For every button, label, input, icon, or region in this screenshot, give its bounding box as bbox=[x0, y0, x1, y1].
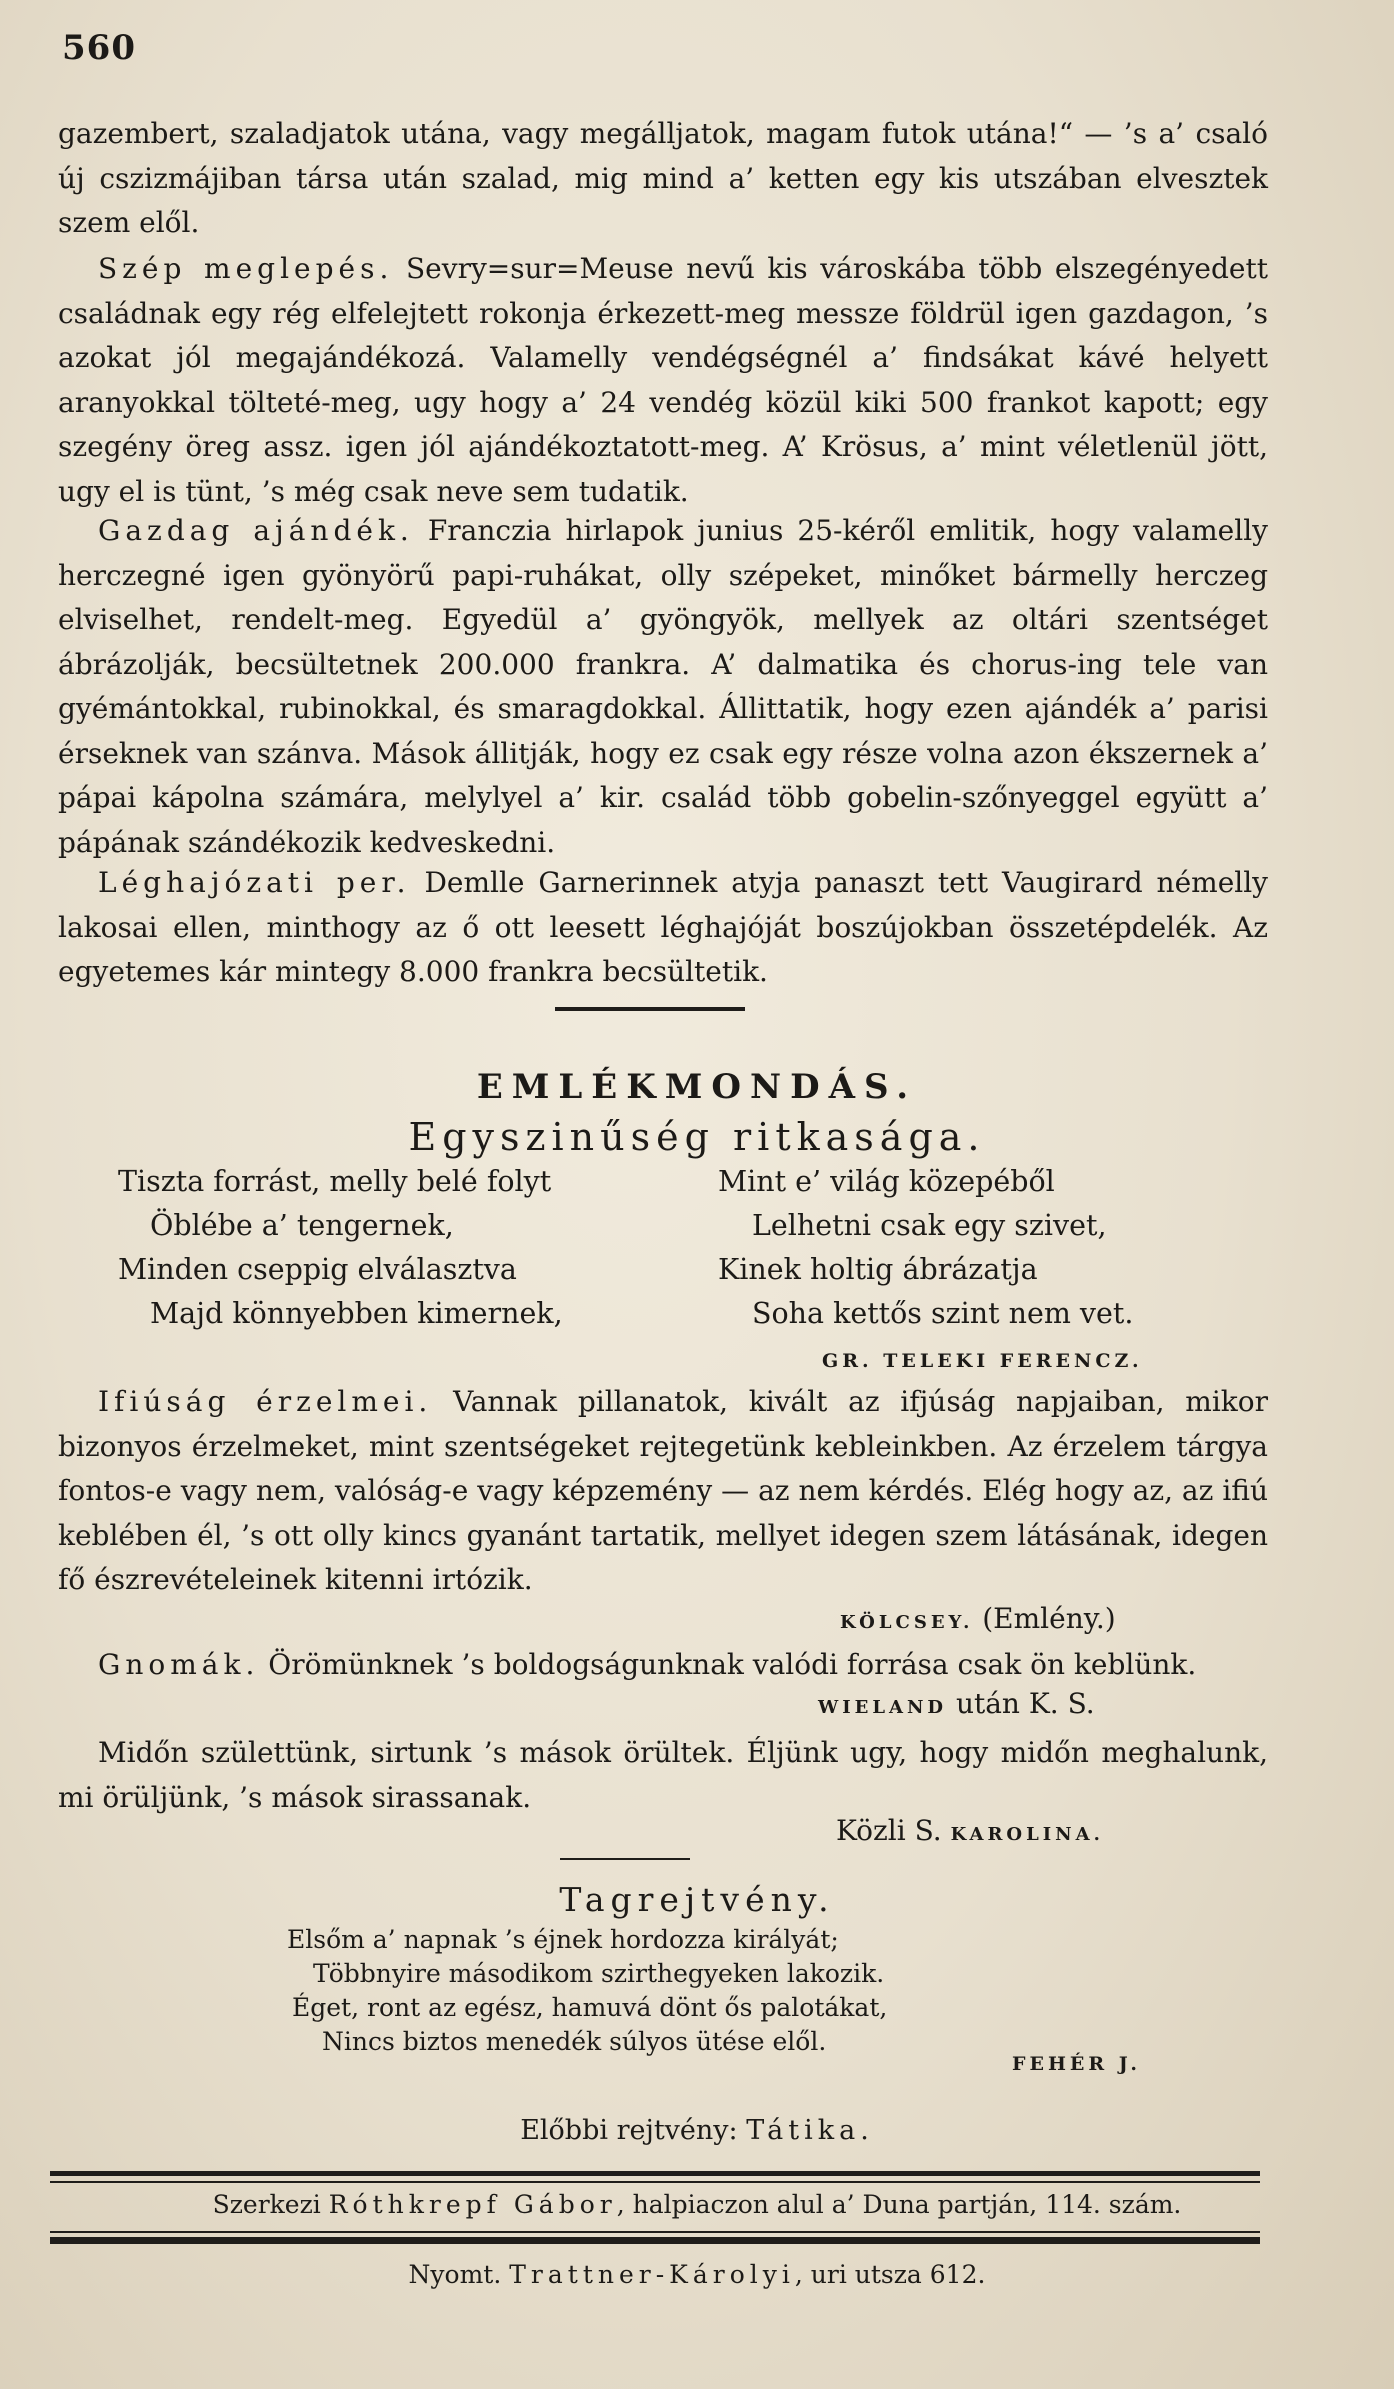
section-subheading: Egyszinűség ritkasága. bbox=[408, 1115, 986, 1159]
paragraph-2-text: Sevry=sur=Meuse nevű kis városkába több elszegényedett családnak egy rég elfelejtett rokonja érkezett-meg messze földrül igen gazdagon, ’s azokat jól megajándékozá. Valamelly vendégségnél a’ findsákat kávé helyett aranyokkal tölteté-meg, ugy hogy a’ 24 vendég közül kiki 500 frankot kapott; egy szegény öreg assz. igen jól ajándékoztatott-meg. A’ Krösus, a’ mint véletlenül jött, ugy el is tünt, ’s még csak neve sem tudatik. bbox=[58, 252, 1268, 508]
paragraph-2 bbox=[58, 247, 1268, 514]
paragraph-gnomak bbox=[58, 1643, 1268, 1688]
ifjusag-lead: Ifiúság érzelmei. bbox=[98, 1385, 433, 1418]
section-heading: EMLÉKMONDÁS. bbox=[476, 1067, 918, 1107]
printer-imprint bbox=[0, 2260, 1394, 2289]
paragraph-3-lead: Gazdag ajándék. bbox=[98, 514, 414, 547]
kolcsey-signature bbox=[840, 1602, 1116, 1635]
paragraph-4-text: Demlle Garnerinnek atyja panaszt tett Vaugirard némelly lakosai ellen, minthogy az ő ott leesett léghajóját boszújokban összetépdelék. Az egyetemes kár mintegy 8.000 frankra becsültetik. bbox=[58, 866, 1268, 988]
printer-name: Trattner-Károlyi bbox=[509, 2260, 795, 2289]
paragraph-2-lead: Szép meglepés. bbox=[98, 252, 394, 285]
wieland-signature bbox=[818, 1687, 1095, 1720]
wieland-rest: után K. S. bbox=[955, 1687, 1095, 1720]
printer-prefix: Nyomt. bbox=[408, 2260, 502, 2289]
section-divider bbox=[555, 1007, 745, 1011]
editor-prefix: Szerkezi bbox=[212, 2190, 321, 2219]
paragraph-3 bbox=[58, 509, 1268, 865]
gnomak-text-1: Örömünknek ’s boldogságunknak valódi forrása csak ön keblünk. bbox=[268, 1648, 1197, 1681]
poem-left-line-1: Tiszta forrást, melly belé folyt bbox=[118, 1165, 552, 1198]
paragraph-3-text: Franczia hirlapok junius 25-kéről emlitik, hogy valamelly herczegné igen gyönyörű papi-ruhákat, olly szépeket, minőket bármelly herczeg elviselhet, rendelt-meg. Egyedül a’ gyöngyök, mellyek az oltári szentséget ábrázolják, becsültetnek 200.000 frankra. A’ dalmatika és chorus-ing tele van gyémántokkal, rubinokkal, és smaragdokkal. Állittatik, hogy ezen ajándék a’ parisi érseknek van szánva. Mások állitják, hogy ez csak egy része volna azon ékszernek a’ pápai kápolna számára, melylyel a’ kir. család több gobelin-szőnyeggel együtt a’ pápának szándékozik kedveskedni. bbox=[58, 514, 1268, 859]
poem-signature: GR. TELEKI FERENCZ. bbox=[822, 1350, 1143, 1372]
riddle-divider bbox=[560, 1858, 690, 1860]
kozli-prefix: Közli S. bbox=[836, 1814, 942, 1847]
footer-rule-top bbox=[50, 2171, 1260, 2176]
kolcsey-source: (Emlény.) bbox=[982, 1602, 1116, 1635]
riddle-title: Tagrejtvény. bbox=[559, 1880, 835, 1919]
previous-riddle-solution: Tátika. bbox=[746, 2115, 874, 2146]
riddle-line-2: Többnyire másodikom szirthegyeken lakozik. bbox=[313, 1959, 885, 1988]
page-number: 560 bbox=[62, 28, 136, 68]
riddle-line-3: Éget, ront az egész, hamuvá dönt ős palotákat, bbox=[292, 1993, 888, 2022]
printer-address: , uri utsza 612. bbox=[794, 2260, 986, 2289]
previous-riddle-answer bbox=[0, 2115, 1394, 2146]
ifjusag-text: Vannak pillanatok, kivált az ifjúság napjaiban, mikor bizonyos érzelmeket, mint szentségeket rejtegetünk kebleinkben. Az érzelem tárgya fontos-e vagy nem, valóság-e vagy képzemény — az nem kérdés. Elég hogy az, az ifiú keblében él, ’s ott olly kincs gyanánt tartatik, mellyet idegen szem látásának, idegen fő észrevételeinek kitenni irtózik. bbox=[58, 1385, 1268, 1596]
kozli-signature bbox=[836, 1814, 1104, 1847]
paragraph-ifjusag bbox=[58, 1380, 1268, 1603]
poem-right-line-3: Kinek holtig ábrázatja bbox=[718, 1253, 1038, 1286]
paragraph-4-lead: Léghajózati per. bbox=[98, 866, 411, 899]
wieland-name: WIELAND bbox=[818, 1697, 948, 1718]
paragraph-1-text: gazembert, szaladjatok utána, vagy megálljatok, magam futok utána!“ — ’s a’ csaló új cszizmájiban társa után szalad, mig mind a’ ketten egy kis utszában elvesztek szem elől. bbox=[58, 117, 1268, 239]
poem-right-line-1: Mint e’ világ közepéből bbox=[718, 1165, 1055, 1198]
editor-name: Róthkrepf Gábor bbox=[328, 2190, 617, 2219]
riddle-signature: FEHÉR J. bbox=[1012, 2053, 1141, 2075]
paragraph-1 bbox=[58, 112, 1268, 246]
poem-right-line-2: Lelhetni csak egy szivet, bbox=[752, 1209, 1107, 1242]
kolcsey-name: KÖLCSEY. bbox=[840, 1612, 974, 1633]
poem-right-line-4: Soha kettős szint nem vet. bbox=[752, 1297, 1134, 1330]
poem-left-line-3: Minden cseppig elválasztva bbox=[118, 1253, 517, 1286]
paragraph-4 bbox=[58, 861, 1268, 995]
poem-left-line-2: Öblébe a’ tengernek, bbox=[150, 1209, 454, 1242]
footer-rule-top-thin bbox=[50, 2181, 1260, 2183]
footer-rule-bottom bbox=[50, 2237, 1260, 2244]
paragraph-gnomak-2 bbox=[58, 1731, 1268, 1820]
gnomak-text-2: Midőn születtünk, sirtunk ’s mások örültek. Éljünk ugy, hogy midőn meghalunk, mi örüljünk, ’s mások sirassanak. bbox=[58, 1736, 1268, 1814]
poem-left-line-4: Majd könnyebben kimernek, bbox=[150, 1297, 563, 1330]
riddle-line-4: Nincs biztos menedék súlyos ütése elől. bbox=[322, 2027, 827, 2056]
editor-address: , halpiaczon alul a’ Duna partján, 114. szám. bbox=[616, 2190, 1182, 2219]
gnomak-lead: Gnomák. bbox=[98, 1648, 260, 1681]
riddle-line-1: Elsőm a’ napnak ’s éjnek hordozza királyát; bbox=[287, 1925, 839, 1954]
editor-imprint bbox=[0, 2190, 1394, 2219]
previous-riddle-label: Előbbi rejtvény: bbox=[520, 2115, 738, 2146]
footer-rule-bottom-thin bbox=[50, 2231, 1260, 2233]
kozli-name: KAROLINA. bbox=[950, 1824, 1104, 1845]
